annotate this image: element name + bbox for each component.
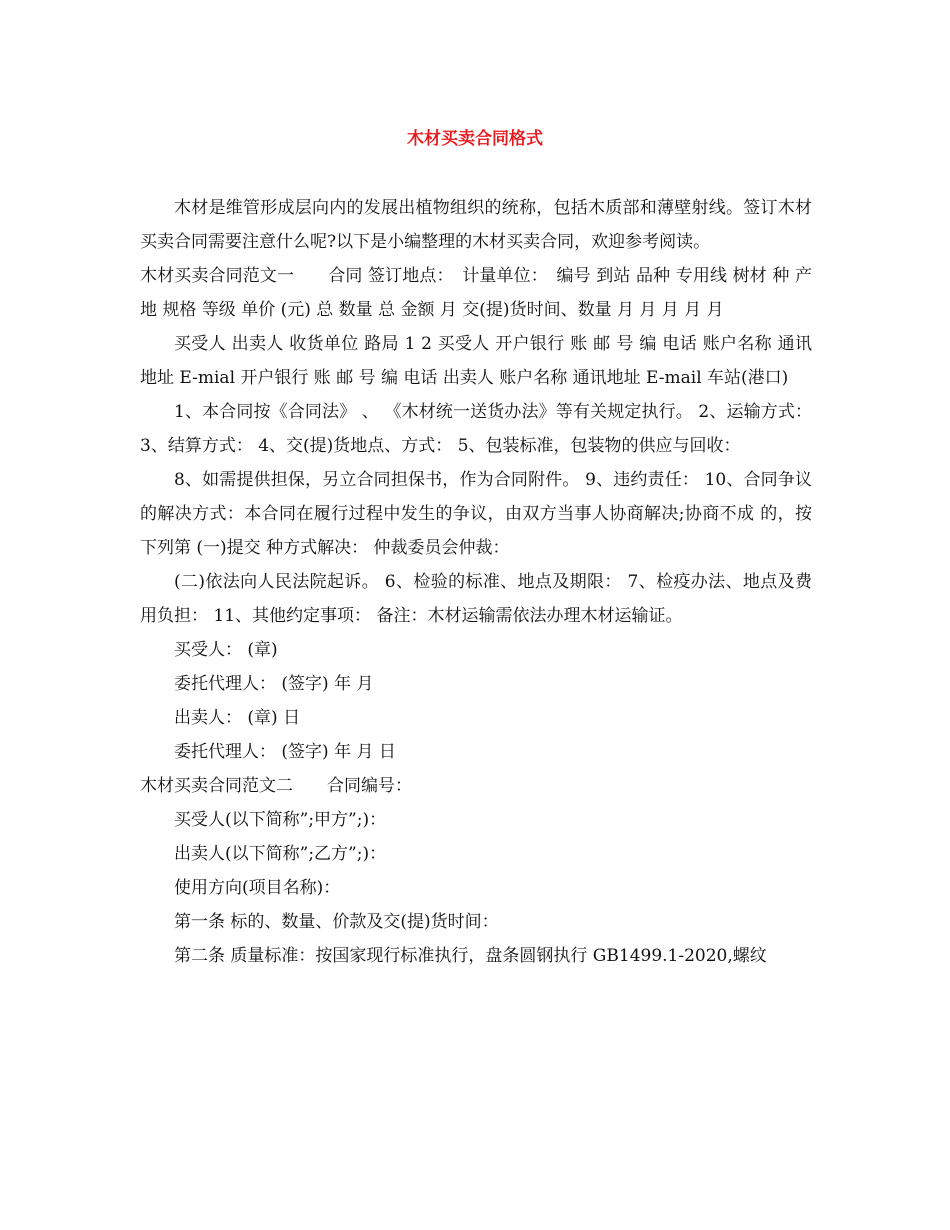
paragraph-clauses-8-10: 8、如需提供担保，另立合同担保书，作为合同附件。 9、违约责任： 10、合同争议的解决方式：本合同在履行过程中发生的争议，由双方当事人协商解决;协商不成 的，按下列第 (一)提交 种方式解决： 仲裁委员会仲裁： — [140, 470, 812, 558]
document-body — [140, 191, 812, 973]
signature-seller: 出卖人： (章) 日 — [174, 708, 301, 728]
paragraph-project-name: 使用方向(项目名称)： — [174, 878, 341, 898]
paragraph-intro: 木材是维管形成层向内的发展出植物组织的统称，包括木质部和薄壁射线。签订木材买卖合同需要注意什么呢?以下是小编整理的木材买卖合同，欢迎参考阅读。 — [140, 198, 812, 252]
paragraph-article-two: 第二条 质量标准：按国家现行标准执行，盘条圆钢执行 GB1499.1-2020,螺纹 — [174, 946, 767, 966]
paragraph-sample-one-header: 木材买卖合同范文一 合同 签订地点： 计量单位： 编号 到站 品种 专用线 树材 种 产地 规格 等级 单价 (元) 总 数量 总 金额 月 交(提)货时间、数量 月 月 月 月 月 — [140, 266, 812, 320]
paragraph-sample-two-header: 木材买卖合同范文二 合同编号： — [140, 776, 412, 796]
signature-buyer: 买受人： (章) — [174, 640, 278, 660]
paragraph-party-b: 出卖人(以下简称”;乙方”;)： — [174, 844, 387, 864]
document-title: 木材买卖合同格式 — [407, 129, 543, 149]
paragraph-clauses-6-11: (二)依法向人民法院起诉。 6、检验的标准、地点及期限： 7、检疫办法、地点及费用负担： 11、其他约定事项： 备注：木材运输需依法办理木材运输证。 — [140, 572, 812, 626]
paragraph-article-one: 第一条 标的、数量、价款及交(提)货时间： — [174, 912, 499, 932]
paragraph-clauses-1-5: 1、本合同按《合同法》 、 《木材统一送货办法》等有关规定执行。 2、运输方式： 3、结算方式： 4、交(提)货地点、方式： 5、包装标准，包装物的供应与回收： — [140, 402, 812, 456]
paragraph-party-a: 买受人(以下简称”;甲方”;)： — [174, 810, 387, 830]
signature-buyer-agent: 委托代理人： (签字) 年 月 — [174, 674, 374, 694]
signature-seller-agent: 委托代理人： (签字) 年 月 日 — [174, 742, 396, 762]
paragraph-parties-table: 买受人 出卖人 收货单位 路局 1 2 买受人 开户银行 账 邮 号 编 电话 账户名称 通讯地址 E-mial 开户银行 账 邮 号 编 电话 出卖人 账户名称 通讯地址 E-mail 车站(港口) — [140, 334, 812, 388]
